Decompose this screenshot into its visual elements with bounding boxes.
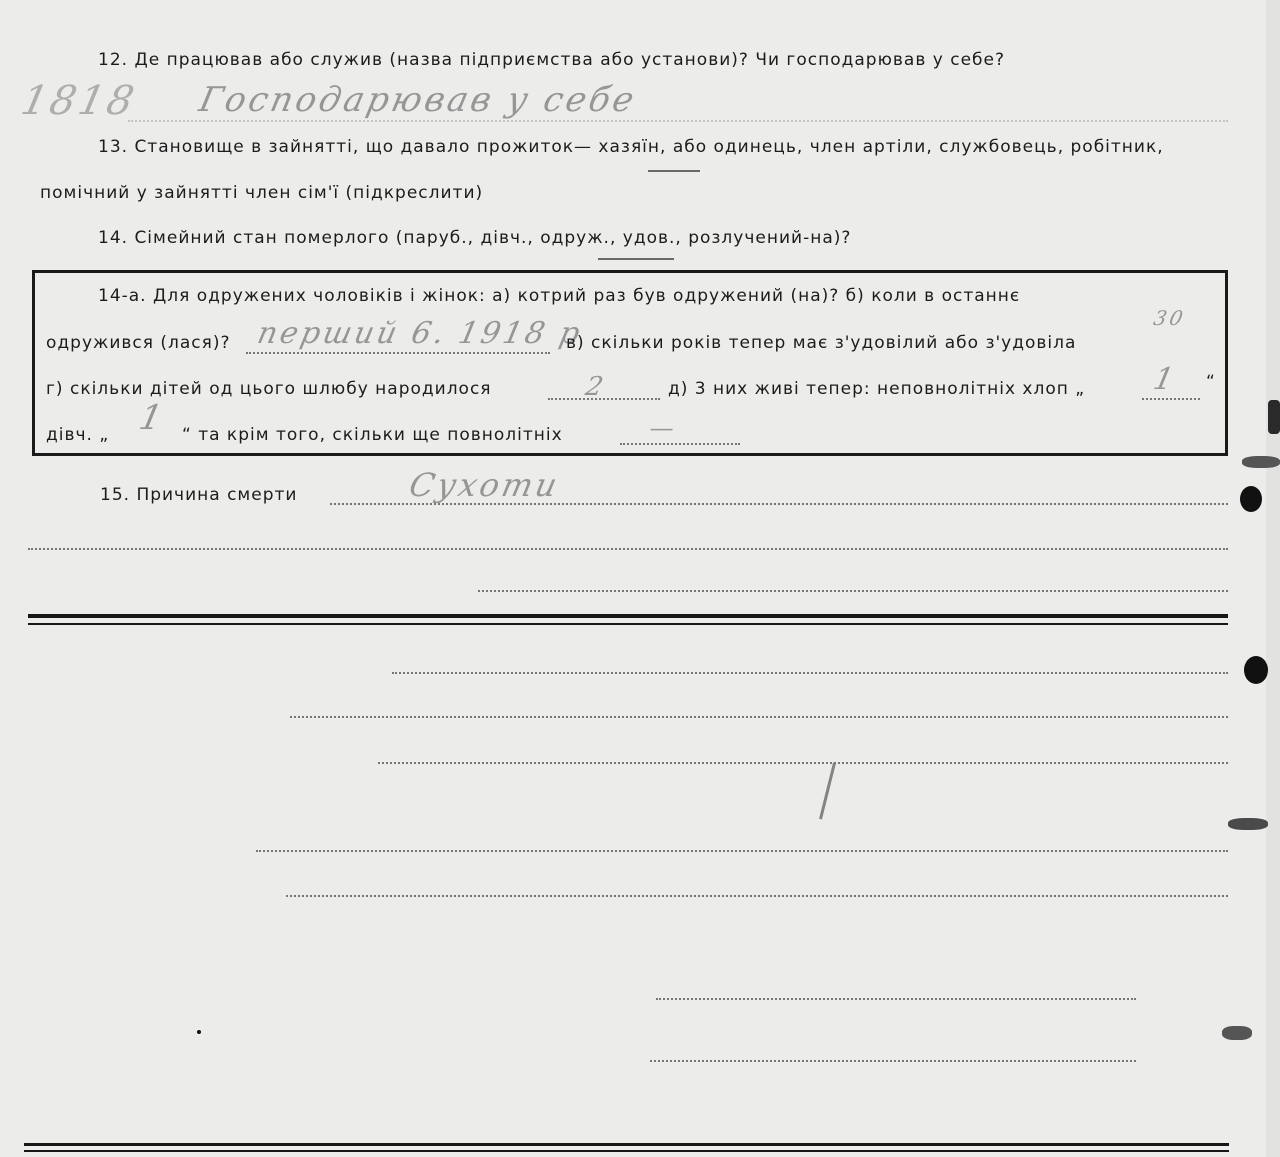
binding-hole-2 [1244, 656, 1268, 684]
q12-margin-note: 1818 [17, 78, 141, 124]
q14a-line1: 14-а. Для одружених чоловіків і жінок: а) котрий раз був одружений (на)? б) коли в останнє [98, 286, 1021, 306]
q14a-line3-label: г) скільки дітей од цього шлюбу народилося [46, 379, 492, 399]
q12-answer-line [128, 120, 1228, 122]
q14-label: 14. Сімейний стан померлого (паруб., дівч., одруж., удов., розлучений-на)? [98, 228, 852, 248]
q12-answer: Господарював у себе [195, 80, 641, 120]
q14a-line2-rest: в) скільки років тепер має з'удовілий або з'удовіла [566, 333, 1077, 353]
binding-tear-3 [1222, 1026, 1252, 1040]
applicant-address-dots [290, 716, 1228, 718]
page-edge [1266, 0, 1280, 1157]
docs-pen-stroke [819, 762, 836, 819]
head-dots [656, 998, 1136, 1000]
q14a-line2-dots [246, 352, 550, 354]
q14a-last-marriage: перший 6. 1918 р [254, 316, 586, 351]
q15-answer: Сухоти [405, 466, 564, 504]
q14a-close-quote: “ [1206, 372, 1216, 392]
binding-tear-2 [1228, 818, 1268, 830]
edge-shadow [1268, 400, 1280, 434]
registrar-dots [650, 1060, 1136, 1062]
ink-dot [197, 1030, 201, 1034]
q14a-children-dots [548, 398, 660, 400]
q13-line2: помічний у зайнятті член сім'ї (підкреслити) [40, 183, 484, 203]
q14a-line2-label: одружився (лася)? [46, 333, 231, 353]
q15-dots-2 [28, 548, 1228, 550]
q13-hazyain-underline [648, 170, 700, 172]
applicant-docs-dots [378, 762, 1228, 764]
q12-label: 12. Де працював або служив (назва підприємства або установи)? Чи господарював у себе? [98, 50, 1005, 70]
binding-tear-1 [1242, 456, 1280, 468]
q14a-line3-rest: д) 3 них живі тепер: неповнолітніх хлоп „ [668, 379, 1086, 399]
q14a-minor-girls: 1 [135, 398, 169, 438]
certificate-dots [478, 590, 1228, 592]
q14a-minor-boys: 1 [1150, 362, 1180, 397]
bottom-rule-2 [24, 1150, 1229, 1152]
q14a-boys-dots [1142, 398, 1200, 400]
applicant-signature-dots [286, 895, 1228, 897]
q15-label: 15. Причина смерти [100, 485, 298, 505]
q14a-line4-label: дівч. „ [46, 425, 110, 445]
section-rule-bottom [28, 623, 1228, 625]
q13-line1: 13. Становище в зайнятті, що давало прожиток— хазяїн, або одинець, член артіли, службовець, робітник, [98, 137, 1164, 157]
section-rule-top [28, 614, 1228, 618]
q14a-adults-dots [620, 443, 740, 445]
q14a-widow-years: 30 [1151, 306, 1189, 330]
q14-married-underline [598, 258, 674, 260]
q15-dots [330, 503, 1228, 505]
applicant-notes-dots [256, 850, 1228, 852]
bottom-rule [24, 1143, 1229, 1146]
q14a-line4-rest: “ та крім того, скільки ще повнолітніх [182, 425, 563, 445]
applicant-name-dots [392, 672, 1228, 674]
q14a-adults: — [647, 414, 680, 442]
q14a-children-born: 2 [582, 372, 609, 402]
binding-hole-1 [1240, 486, 1262, 512]
